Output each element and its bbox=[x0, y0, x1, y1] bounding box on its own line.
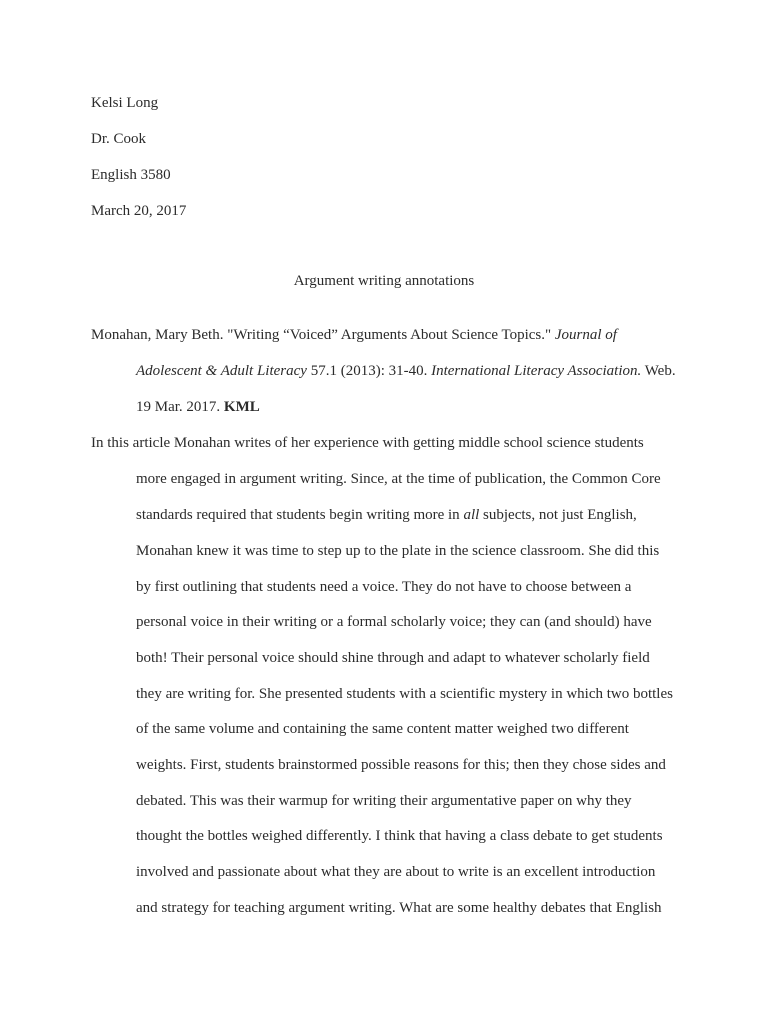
citation-volume: 57.1 (2013): 31-40. bbox=[306, 363, 432, 379]
citation-access-date: 19 Mar. 2017. bbox=[136, 399, 224, 415]
annotation-line-8: they are writing for. She presented students with a scientific mystery in which two bottles bbox=[136, 686, 673, 702]
annotation-line-13: involved and passionate about what they are about to write is an excellent introduction bbox=[136, 864, 656, 880]
annotation-line-3-emphasis: all bbox=[463, 507, 480, 523]
citation-journal-part-1: Journal of bbox=[554, 327, 617, 343]
annotation-line-3-end: subjects, not just English, bbox=[479, 507, 637, 523]
instructor-name: Dr. Cook bbox=[91, 131, 147, 147]
annotation-line-7: both! Their personal voice should shine through and adapt to whatever scholarly field bbox=[136, 650, 650, 666]
author-name: Kelsi Long bbox=[91, 95, 159, 111]
annotation-line-3 bbox=[136, 505, 637, 525]
document-title: Argument writing annotations bbox=[293, 273, 475, 289]
citation-journal-part-2: Adolescent & Adult Literacy bbox=[136, 363, 307, 379]
citation-author-title: Monahan, Mary Beth. "Writing “Voiced” Arguments About Science Topics." bbox=[91, 327, 555, 343]
annotation-line-11: debated. This was their warmup for writing their argumentative paper on why they bbox=[136, 793, 632, 809]
citation-medium: Web. bbox=[641, 363, 676, 379]
citation-publisher: International Literacy Association. bbox=[431, 363, 642, 379]
annotation-line-2: more engaged in argument writing. Since, at the time of publication, the Common Core bbox=[136, 471, 661, 487]
annotation-line-9: of the same volume and containing the same content matter weighed two different bbox=[136, 721, 629, 737]
citation-line-3 bbox=[136, 397, 260, 417]
annotation-line-10: weights. First, students brainstormed possible reasons for this; then they chose sides and bbox=[136, 757, 666, 773]
annotation-line-12: thought the bottles weighed differently. I think that having a class debate to get students bbox=[136, 828, 663, 844]
annotation-line-5: by first outlining that students need a voice. They do not have to choose between a bbox=[136, 579, 632, 595]
annotation-line-4: Monahan knew it was time to step up to the plate in the science classroom. She did this bbox=[136, 543, 660, 559]
annotation-line-3-start: standards required that students begin writing more in bbox=[136, 507, 464, 523]
document-date: March 20, 2017 bbox=[91, 203, 187, 219]
citation-line-2 bbox=[136, 361, 676, 381]
citation-line-1 bbox=[91, 325, 617, 345]
citation-initials: KML bbox=[223, 399, 260, 415]
annotation-line-14: and strategy for teaching argument writing. What are some healthy debates that English bbox=[136, 900, 662, 916]
annotation-line-1: In this article Monahan writes of her experience with getting middle school science students bbox=[91, 435, 644, 451]
course-name: English 3580 bbox=[91, 167, 171, 183]
annotation-line-6: personal voice in their writing or a formal scholarly voice; they can (and should) have bbox=[136, 614, 652, 630]
